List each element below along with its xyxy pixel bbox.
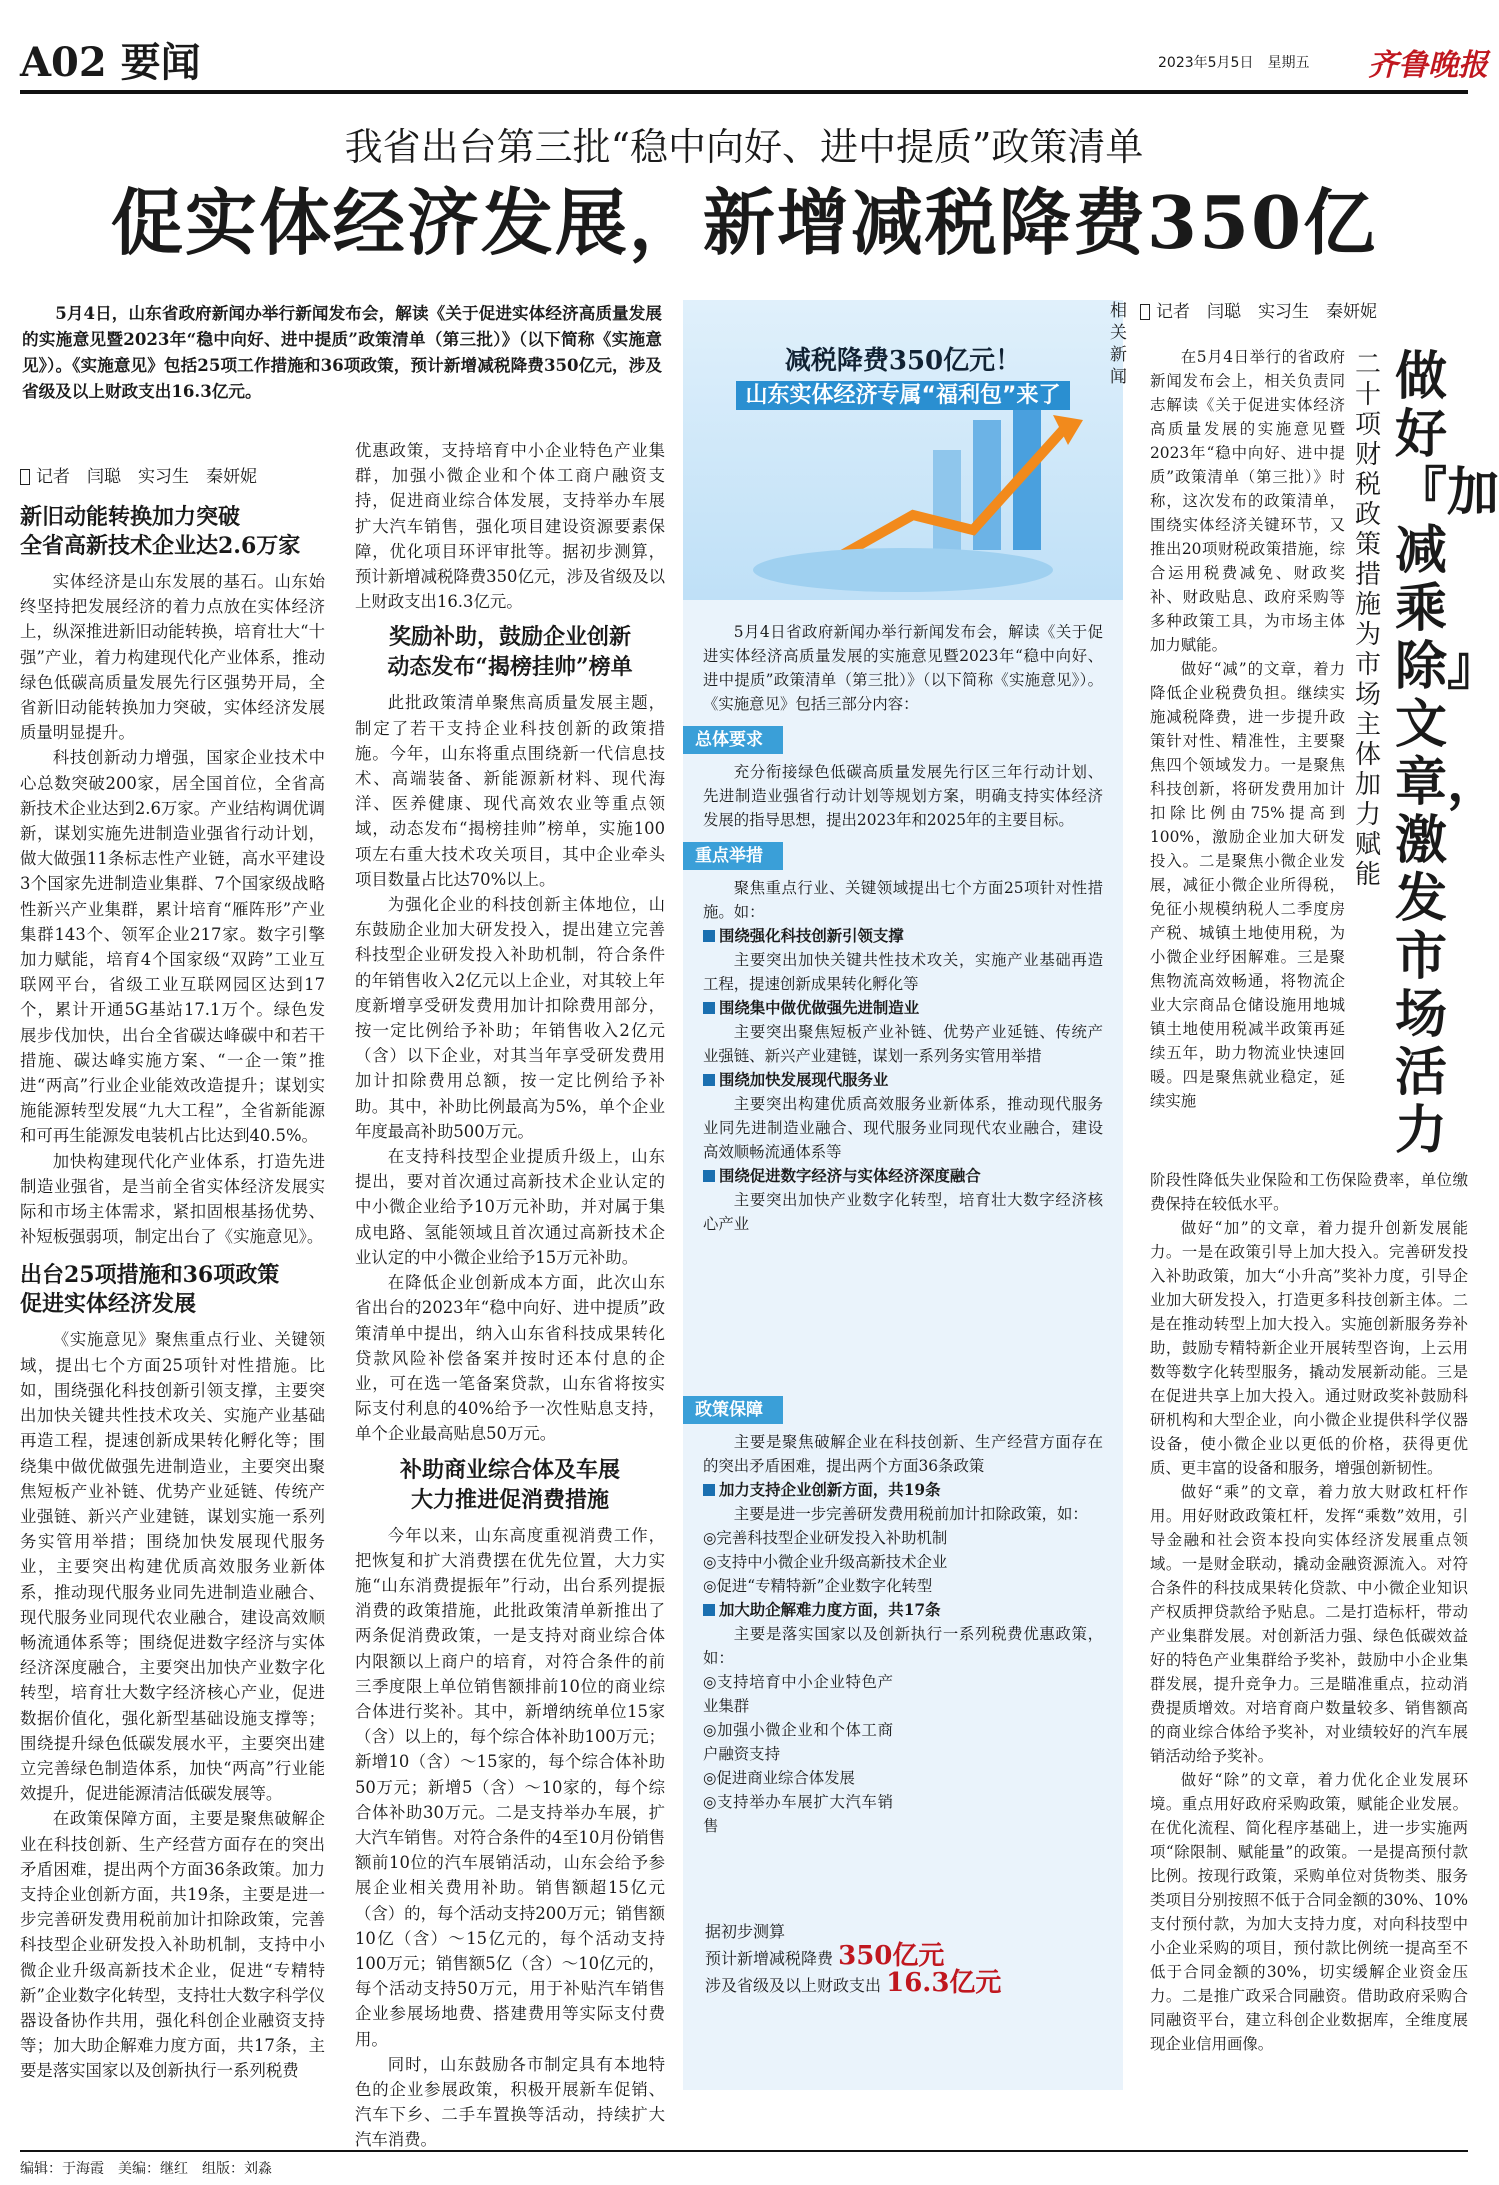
measure-item: 围绕加快发展现代服务业 (703, 1068, 1103, 1092)
policy-list-item: ◎支持培育中小企业特色产业集群 (703, 1673, 893, 1715)
paragraph: 同时，山东鼓励各市制定具有本地特色的企业参展政策，积极开展新车促销、汽车下乡、二手车置换等活动，持续扩大汽车消费。 (355, 2054, 665, 2150)
infographic-text: 主要突出构建优质高效服务业新体系，推动现代服务业同先进制造业融合、现代服务业同现代农业融合，建设高效顺畅流通体系等 (703, 1095, 1103, 1161)
measure-item: 围绕强化科技创新引领支撑 (703, 924, 1103, 948)
paragraph: 今年以来，山东高度重视消费工作，把恢复和扩大消费摆在优先位置，大力实施“山东消费提振年”行动，出台系列提振消费的政策措施，此批政策清单新推出了两条促消费政策，一是支持对商业综合体内限额以上商户的培育，对符合条件的前三季度限上单位销售额排前10位的商业综合体进行奖补。其中，新增纳统单位15家（含）以上的，每个综合体补助100万元；新增10（含）～15家的，每个综合体补助50万元；新增5（含）～10家的，每个综合体补助30万元。二是支持举办车展，扩大汽车销售。对符合条件的4至10月份销售额前10位的汽车展销活动，山东会给予参展企业相关费用补助。销售额超15亿元（含）的，每个活动支持200万元；销售额10亿（含）～15亿元的，每个活动支持100万元；销售额5亿（含）～10亿元的，每个活动支持50万元，用于补贴汽车销售企业参展场地费、搭建费用等实际支付费用。 (355, 1525, 665, 2049)
diamond-illustration-icon (703, 1236, 1103, 1386)
policy-list-item: ◎加强小微企业和个体工商户融资支持 (703, 1721, 893, 1763)
article-column-2 (355, 438, 665, 2153)
policy-item: 加大助企解难力度方面，共17条 (703, 1598, 1103, 1622)
summary-box (705, 1920, 1105, 2010)
top-rule (20, 90, 1468, 94)
bottom-rule (20, 2150, 1468, 2152)
newspaper-logo: 齐鲁晚报 (1368, 48, 1488, 83)
square-bullet-icon (703, 1002, 715, 1014)
measure-item: 围绕促进数字经济与实体经济深度融合 (703, 1164, 1103, 1188)
paragraph: 《实施意见》聚焦重点行业、关键领域，提出七个方面25项针对性措施。比如，围绕强化科技创新引领支撑，主要突出加快关键共性技术攻关、实施产业基础再造工程，提速创新成果转化孵化等；围绕集中做优做强先进制造业，主要突出聚焦短板产业补链、优势产业延链、传统产业强链、新兴产业建链，谋划实施一系列务实管用举措；围绕加快发展现代服务业，主要突出构建优质高效服务业新体系，推动现代服务业同先进制造业融合、现代服务业同现代农业融合，建设高效顺畅流通体系等；围绕促进数字经济与实体经济深度融合，主要突出加快产业数字化转型，培育壮大数字经济核心产业，促进数据价值化，强化新型基础设施支撑等；围绕提升绿色低碳发展水平，主要突出建立完善绿色制造体系，加快“两高”行业能效提升，促进能源清洁低碳发展等。 (20, 1330, 325, 1804)
infographic-intro: 5月4日省政府新闻办举行新闻发布会，解读《关于促进实体经济高质量发展的实施意见暨2023年“稳中向好、进中提质”政策清单（第三批）》（以下简称《实施意见》）。《实施意见》包括三部分内容： (703, 623, 1103, 713)
subhead: 奖励补助，鼓励企业创新 动态发布“揭榜挂帅”榜单 (387, 624, 633, 681)
paragraph: 为强化企业的科技创新主体地位，山东鼓励企业加大研发投入，提出建立完善科技型企业研发投入补助机制，符合条件的年销售收入2亿元以上企业，对其较上年度新增享受研发费用加计扣除费用部分，按一定比例给予补助；年销售收入2亿元（含）以下企业，对其当年享受研发费用加计扣除费用总额，按一定比例给予补助。其中，补助比例最高为5%，单个企业年度最高补助500万元。 (355, 895, 665, 1141)
related-news-tag: 相关新闻 (1110, 301, 1127, 387)
tax-cut-amount: 350亿元 (838, 1941, 945, 1971)
infographic-text: 主要突出加快产业数字化转型，培育壮大数字经济核心产业 (703, 1191, 1103, 1233)
infographic-body (695, 620, 1103, 1838)
square-bullet-icon (703, 1604, 715, 1616)
paragraph: 在政策保障方面，主要是聚焦破解企业在科技创新、生产经营方面存在的突出矛盾困难，提出两个方面36条政策。加力支持企业创新方面，共19条，主要是进一步完善研发费用税前加计扣除政策，完善科技型企业研发投入补助机制，支持中小微企业升级高新技术企业，促进“专精特新”企业数字化转型，支持壮大数字科学仪器设备协作共用，强化科创企业融资支持等；加大助企解难力度方面，共17条，主要是落实国家以及创新执行一系列税费 (20, 1809, 325, 2081)
infographic-text: 聚焦重点行业、关键领域提出七个方面25项针对性措施。如： (703, 879, 1103, 921)
related-column-bottom (1150, 1168, 1468, 2056)
summary-text: 据初步测算 预计新增减税降费 350亿元 涉及省级及以上财政支出 16.3亿元 (705, 1922, 1002, 1998)
square-bullet-icon (703, 1074, 715, 1086)
paragraph: 阶段性降低失业保险和工伤保险费率，单位缴费保持在较低水平。 (1150, 1171, 1468, 1213)
paragraph: 做好“减”的文章，着力降低企业税费负担。继续实施减税降费，进一步提升政策针对性、精准性，主要聚焦四个领域发力。一是聚焦科技创新，将研发费用加计扣除比例由75%提高到100%，激励企业加大研发投入。二是聚焦小微企业发展，减征小微企业所得税，免征小规模纳税人二季度房产税、城镇土地使用税，为小微企业纾困解难。三是聚焦物流高效畅通，将物流企业大宗商品仓储设施用地城镇土地使用税减半政策再延续五年，助力物流业快速回暖。四是聚焦就业稳定，延续实施 (1150, 660, 1345, 1110)
infographic-text: 主要突出加快关键共性技术攻关，实施产业基础再造工程，提速创新成果转化孵化等 (703, 951, 1103, 993)
section-tag: 重点举措 (683, 842, 783, 870)
section-tag: 政策保障 (683, 1396, 783, 1424)
infographic-title: 减税降费350亿元！ (784, 346, 1022, 376)
policy-item: 加力支持企业创新方面，共19条 (703, 1478, 1103, 1502)
infographic-subtitle: 山东实体经济专属“福利包”来了 (683, 378, 1123, 409)
page-number: A02 要闻 (20, 39, 201, 86)
paragraph: 在降低企业创新成本方面，此次山东省出台的2023年“稳中向好、进中提质”政策清单中提出，纳入山东省科技成果转化贷款风险补偿备案并按时还本付息的企业，可在选一笔备案贷款，山东省将按实际支付利息的40%给予一次性贴息支持，单个企业最高贴息50万元。 (355, 1273, 665, 1444)
infographic-text: 主要突出聚焦短板产业补链、优势产业延链、传统产业强链、新兴产业建链，谋划一系列务实管用举措 (703, 1023, 1103, 1065)
paragraph: 做好“除”的文章，着力优化企业发展环境。重点用好政府采购政策，赋能企业发展。在优化流程、简化程序基础上，进一步实施两项“除限制、赋能量”的政策。一是提高预付款比例。按现行政策，采购单位对货物类、服务类项目分别按照不低于合同金额的30%、10%支付预付款，为加大支持力度，对向科技型中小企业采购的项目，预付款比例统一提高至不低于合同金额的30%，切实缓解企业资金压力。二是推广政采合同融资。借助政府采购合同融资平台，建立科创企业数据库，全维度展现企业信用画像。 (1150, 1771, 1468, 2053)
infographic-text: 充分衔接绿色低碳高质量发展先行区三年行动计划、先进制造业强省行动计划等规划方案，明确支持实体经济发展的指导思想，提出2023年和2025年的主要目标。 (703, 763, 1103, 829)
paragraph: 加快构建现代化产业体系，打造先进制造业强省，是当前全省实体经济发展实际和市场主体需求，紧扣固根基扬优势、补短板强弱项，制定出台了《实施意见》。 (20, 1151, 325, 1247)
related-headline: 做好『加减乘除』文章，激发市场活力 (1395, 346, 1499, 1161)
paragraph: 做好“乘”的文章，着力放大财政杠杆作用。用好财政政策杠杆，发挥“乘数”效用，引导金融和社会资本投向实体经济发展重点领域。一是财金联动，撬动金融资源流入。对符合条件的科技成果转化贷款、中小微企业知识产权质押贷款给予贴息。二是打造标杆，带动产业集群发展。对创新活力强、绿色低碳效益好的特色产业集群给予奖补，鼓励中小企业集群发展，提升竞争力。三是瞄准重点，拉动消费提质增效。对培育商户数量较多、销售额高的商业综合体给予奖补，对业绩较好的汽车展销活动给予奖补。 (1150, 1483, 1468, 1765)
article-column-1 (20, 465, 325, 2084)
byline: 记者 闫聪 实习生 秦妍妮 (1140, 300, 1377, 324)
issue-date: 2023年5月5日 星期五 (1158, 55, 1310, 71)
policy-list-item: ◎完善科技型企业研发投入补助机制 (703, 1529, 948, 1547)
policy-list-item: ◎支持中小微企业升级高新技术企业 (703, 1553, 948, 1571)
byline: 记者 闫聪 实习生 秦妍妮 (20, 465, 325, 489)
paragraph: 在5月4日举行的省政府新闻发布会上，相关负责同志解读《关于促进实体经济高质量发展的实施意见暨2023年“稳中向好、进中提质”政策清单（第三批）》时称，这次发布的政策清单，围绕实体经济关键环节，又推出20项财税政策措施，综合运用税费减免、财政奖补、财政贴息、政府采购等多种政策工具，为市场主体加力赋能。 (1150, 348, 1345, 654)
related-column-top (1150, 345, 1345, 1113)
main-headline: 促实体经济发展，新增减税降费350亿 (110, 180, 1378, 265)
measure-item: 围绕集中做优做强先进制造业 (703, 996, 1103, 1020)
paragraph: 在支持科技型企业提质升级上，山东提出，要对首次通过高新技术企业认定的中小微企业给予10万元补助，并对属于集成电路、氢能领域且首次通过高新技术企业认定的中小微企业给予15万元补助。 (355, 1147, 665, 1267)
policy-list-item: ◎促进“专精特新”企业数字化转型 (703, 1577, 933, 1595)
infographic-text: 主要是进一步完善研发费用税前加计扣除政策，如： (733, 1505, 1088, 1523)
editor-credits: 编辑：于海霞 美编：继红 组版：刘淼 (20, 2161, 272, 2177)
subhead: 补助商业综合体及车展 大力推进促消费措施 (399, 1456, 620, 1513)
paragraph: 优惠政策，支持培育中小企业特色产业集群，加强小微企业和个体工商户融资支持，促进商业综合体发展，支持举办车展扩大汽车销售，强化项目建设资源要素保障，优化项目环评审批等。据初步测算，预计新增减税降费350亿元，涉及省级及以上财政支出16.3亿元。 (355, 441, 665, 612)
infographic-text: 主要是落实国家以及创新执行一系列税费优惠政策，如： (703, 1625, 1103, 1667)
supertitle: 我省出台第三批“稳中向好、进中提质”政策清单 (344, 125, 1144, 169)
paragraph: 做好“加”的文章，着力提升创新发展能力。一是在政策引导上加大投入。完善研发投入补助政策，加大“小升高”奖补力度，引导企业加大研发投入，打造更多科技创新主体。二是在推动转型上加大投入。实施创新服务券补助，鼓励专精特新企业开展转型咨询，上云用数等数字化转型服务，撬动发展新动能。三是在促进共享上加大投入。通过财政奖补鼓励科研机构和大型企业，向小微企业提供科学仪器设备，使小微企业以更低的价格，获得更优质、更丰富的设备和服务，增强创新韧性。 (1150, 1219, 1468, 1477)
subhead: 出台25项措施和36项政策 促进实体经济发展 (20, 1262, 280, 1318)
paragraph: 科技创新动力增强，国家企业技术中心总数突破200家，居全国首位，全省高新技术企业达到2.6万家。产业结构调优调新，谋划实施先进制造业强省行动计划，做大做强11条标志性产业链，高水平建设3个国家先进制造业集群、7个国家级战略性新兴产业集群，累计培育“雁阵形”产业集群143个、领军企业217家。数字引擎加力赋能，培育4个国家级“双跨”工业互联网平台，省级工业互联网园区达到17个，累计开通5G基站17.1万个。绿色发展步伐加快，出台全省碳达峰碳中和若干措施、碳达峰实施方案、“一企一策”推进“两高”行业企业能效改造提升；谋划实施能源转型发展“九大工程”，全省新能源和可再生能源发电装机占比达到40.5%。 (20, 748, 325, 1146)
paragraph: 实体经济是山东发展的基石。山东始终坚持把发展经济的着力点放在实体经济上，纵深推进新旧动能转换，培育壮大“十强”产业，着力构建现代化产业体系，推动绿色低碳高质量发展先行区强势开局，全省新旧动能转换加力突破，实体经济发展质量明显提升。 (20, 572, 325, 743)
subhead: 新旧动能转换加力突破 全省高新技术企业达2.6万家 (20, 504, 301, 559)
square-bullet-icon (703, 1170, 715, 1182)
fiscal-expenditure-amount: 16.3亿元 (886, 1968, 1002, 1998)
policy-list-item: ◎支持举办车展扩大汽车销售 (703, 1793, 893, 1835)
square-bullet-icon (703, 1484, 715, 1496)
paragraph: 此批政策清单聚焦高质量发展主题，制定了若干支持企业科技创新的政策措施。今年，山东将重点围绕新一代信息技术、高端装备、新能源新材料、现代海洋、医养健康、现代高效农业等重点领域，动态发布“揭榜挂帅”榜单，实施100项左右重大技术攻关项目，其中企业牵头项目数量占比达70%以上。 (355, 693, 665, 889)
lead-paragraph: 5月4日，山东省政府新闻办举行新闻发布会，解读《关于促进实体经济高质量发展的实施意见暨2023年“稳中向好、进中提质”政策清单（第三批）》（以下简称《实施意见》）。《实施意见》包括25项工作措施和36项政策，预计新增减税降费350亿元，涉及省级及以上财政支出16.3亿元。 (22, 303, 662, 401)
square-bullet-icon (703, 930, 715, 942)
policy-list-item: ◎促进商业综合体发展 (703, 1769, 855, 1787)
infographic-text: 主要是聚焦破解企业在科技创新、生产经营方面存在的突出矛盾困难，提出两个方面36条政策 (703, 1433, 1103, 1475)
related-subhead: 二十项财税政策措施为市场主体加力赋能 (1355, 350, 1382, 890)
section-tag: 总体要求 (683, 726, 783, 754)
